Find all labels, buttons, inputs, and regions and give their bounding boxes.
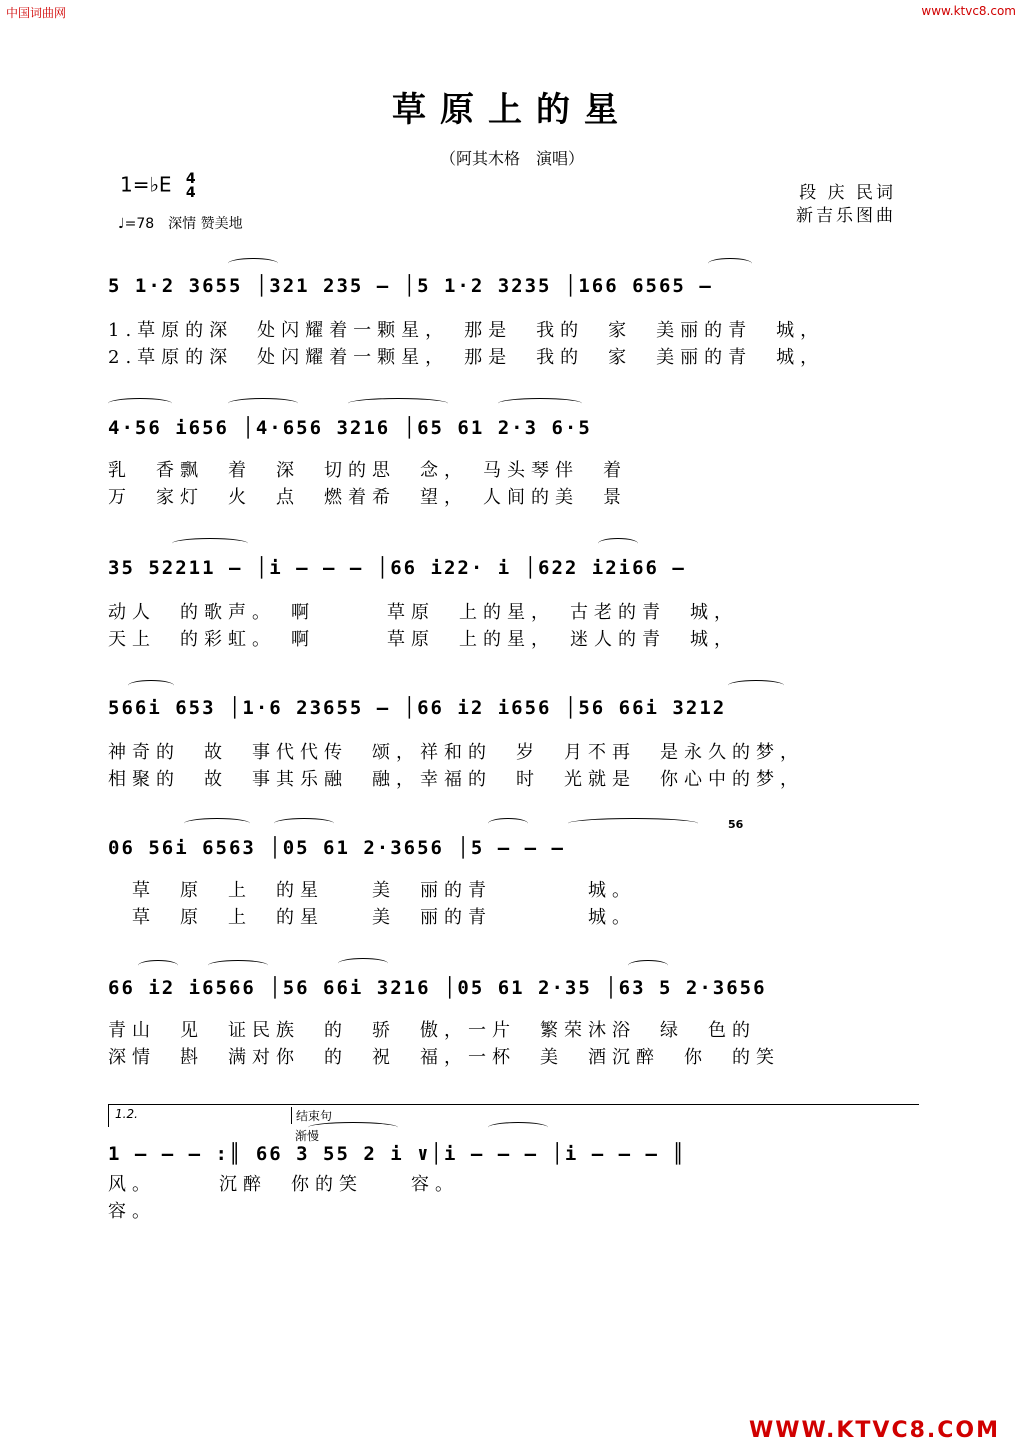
coda-label: 结束句 <box>291 1107 332 1124</box>
volta-label: 1.2. <box>115 1107 138 1121</box>
slur <box>308 1122 398 1133</box>
notes-line: 5 1·2 3655 │321 235 – │5 1·2 3235 │166 6565 – <box>108 275 713 297</box>
footer-watermark[interactable]: WWW.KTVC8.COM <box>749 1418 1000 1443</box>
tempo-marking: ♩=78 深情 赞美地 <box>118 216 243 232</box>
time-top: 4 <box>185 171 196 187</box>
song-title: 草原上的星 <box>392 90 632 130</box>
lyric-verse-2: 深情 斟 满对你 的 祝 福，一杯 美 酒沉醉 你 的笑 <box>108 1047 780 1068</box>
time-bottom: 4 <box>185 185 196 201</box>
key-signature <box>120 172 196 200</box>
lyric-verse-1: 青山 见 证民族 的 骄 傲，一片 繁荣沐浴 绿 色的 <box>108 1020 756 1041</box>
site-name-left[interactable]: 中国词曲网 <box>6 6 67 20</box>
lyric-verse-2: 天上 的彩虹。 啊 草原 上的星， 迷人的青 城， <box>108 629 738 650</box>
notes-line: 66 i2 i6566 │56 66i 3216 │05 61 2·35 │63 5 2·3656 <box>108 977 767 999</box>
performer-note: （阿其木格 演唱） <box>439 149 584 168</box>
lyric-verse-2: 2.草原的深 处闪耀着一颗星， 那是 我的 家 美丽的青 城， <box>108 347 825 368</box>
slur <box>488 1122 548 1133</box>
notes-line: 35 52211 – │i – – – │66 i22· i │622 i2i66 – <box>108 557 686 579</box>
lyric-verse-1: 1.草原的深 处闪耀着一颗星， 那是 我的 家 美丽的青 城， <box>108 320 825 341</box>
lyricist-credit: 段 庆 民词 <box>799 183 896 203</box>
grace-notes: 56 <box>728 818 744 831</box>
lyric-verse-2: 相聚的 故 事其乐融 融，幸福的 时 光就是 你心中的梦， <box>108 769 804 790</box>
notes-line: 1 – – – :║ 66 3 55 2 i ∨│i – – – │i – – – ║ <box>108 1143 686 1165</box>
time-signature <box>186 172 196 200</box>
lyric-verse-1: 乳 香飘 着 深 切的思 念， 马头琴伴 着 <box>108 460 627 481</box>
lyric-verse-1: 神奇的 故 事代代传 颂，祥和的 岁 月不再 是永久的梦， <box>108 742 804 763</box>
notes-line: 4·56 i656 │4·656 3216 │65 61 2·3 6·5 <box>108 417 592 439</box>
key-text: 1=♭E <box>120 172 172 197</box>
notes-line: 06 56i 6563 │05 61 2·3656 │5 – – – <box>108 837 565 859</box>
lyric-verse-2: 万 家灯 火 点 燃着希 望， 人间的美 景 <box>108 487 627 508</box>
lyric-verse-2: 容。 <box>108 1201 156 1222</box>
lyric-verse-1: 草 原 上 的星 美 丽的青 城。 <box>108 880 636 901</box>
composer-credit: 新吉乐图曲 <box>796 206 896 226</box>
lyric-verse-2: 草 原 上 的星 美 丽的青 城。 <box>108 907 636 928</box>
site-url-right[interactable]: www.ktvc8.com <box>921 4 1016 18</box>
notes-line: 566i 653 │1·6 23655 – │66 i2 i656 │56 66i 3212 <box>108 697 727 719</box>
ritardando-label: 渐慢 <box>295 1129 320 1143</box>
lyric-verse-1: 风。 沉醉 你的笑 容。 <box>108 1174 459 1195</box>
lyric-verse-1: 动人 的歌声。 啊 草原 上的星， 古老的青 城， <box>108 602 738 623</box>
